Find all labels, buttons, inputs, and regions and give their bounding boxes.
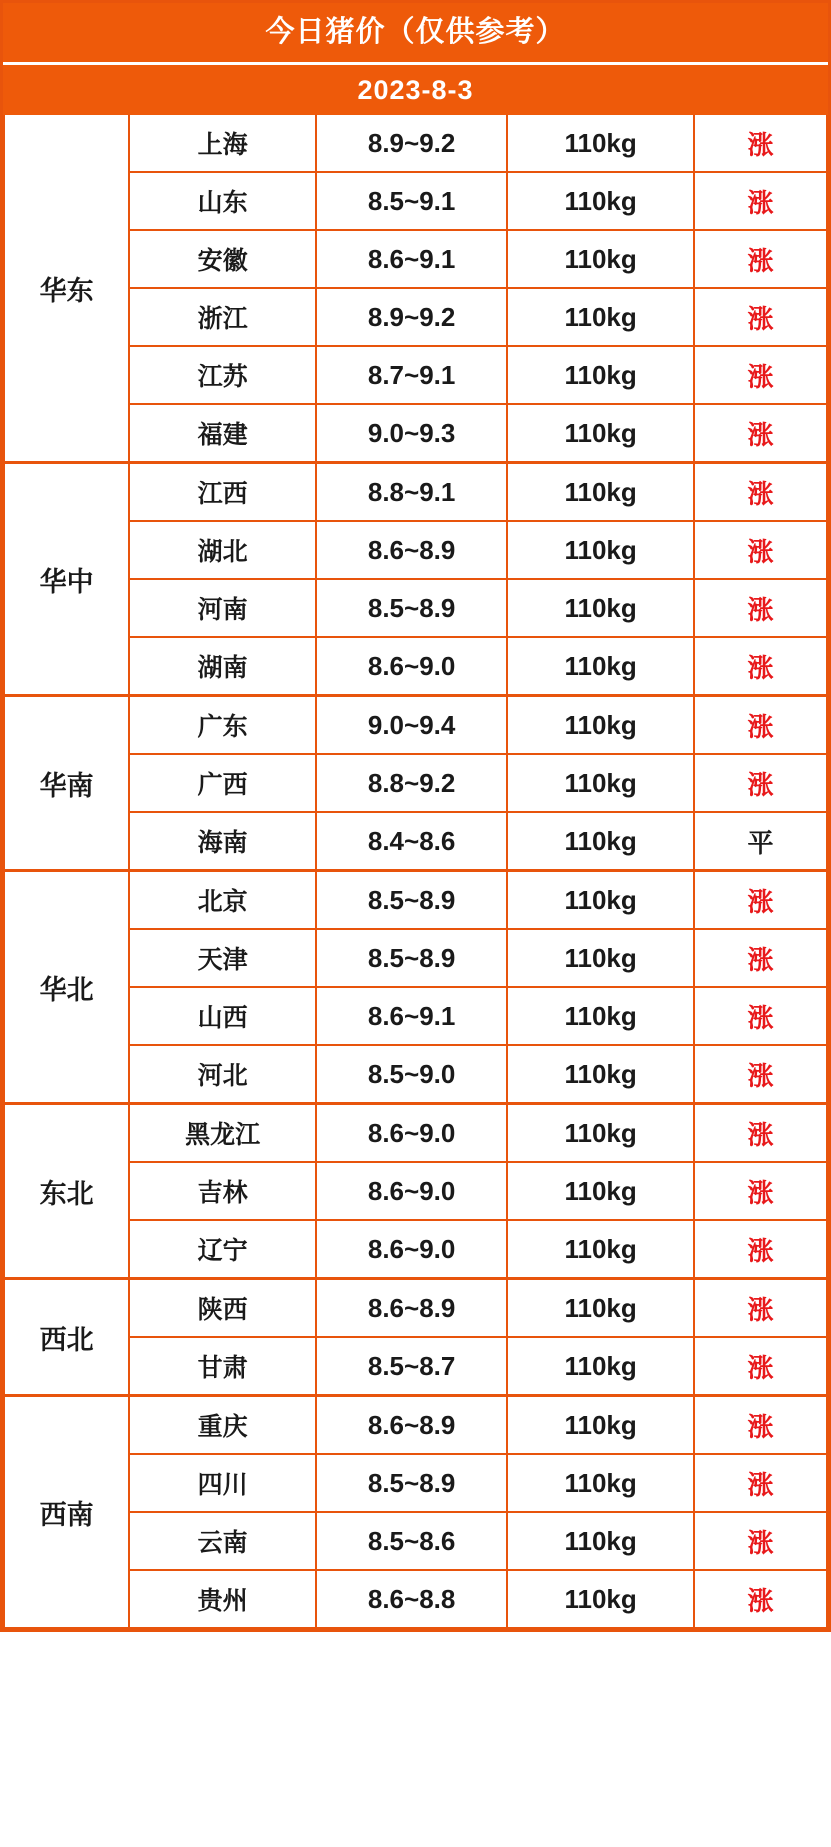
province-cell: 贵州	[129, 1570, 316, 1628]
trend-cell: 涨	[694, 1570, 827, 1628]
trend-cell: 涨	[694, 521, 827, 579]
trend-cell: 涨	[694, 579, 827, 637]
province-cell: 广东	[129, 696, 316, 755]
region-cell: 华南	[4, 696, 129, 871]
table-row	[4, 115, 827, 172]
price-cell: 8.6~9.0	[316, 1162, 507, 1220]
price-cell: 8.5~8.9	[316, 579, 507, 637]
price-cell: 8.6~8.9	[316, 1279, 507, 1338]
trend-cell: 涨	[694, 1512, 827, 1570]
table-row	[4, 463, 827, 522]
province-cell: 山西	[129, 987, 316, 1045]
province-cell: 安徽	[129, 230, 316, 288]
province-cell: 天津	[129, 929, 316, 987]
weight-cell: 110kg	[507, 1220, 694, 1279]
weight-cell: 110kg	[507, 230, 694, 288]
page-title: 今日猪价（仅供参考）	[3, 3, 828, 62]
province-cell: 云南	[129, 1512, 316, 1570]
table-row	[4, 1279, 827, 1338]
province-cell: 北京	[129, 871, 316, 930]
price-cell: 9.0~9.4	[316, 696, 507, 755]
price-cell: 8.8~9.1	[316, 463, 507, 522]
province-cell: 江苏	[129, 346, 316, 404]
date-label: 2023-8-3	[3, 62, 828, 115]
weight-cell: 110kg	[507, 288, 694, 346]
trend-cell: 涨	[694, 230, 827, 288]
province-cell: 湖南	[129, 637, 316, 696]
region-cell: 东北	[4, 1104, 129, 1279]
weight-cell: 110kg	[507, 637, 694, 696]
price-cell: 8.6~8.9	[316, 521, 507, 579]
price-cell: 8.5~8.6	[316, 1512, 507, 1570]
region-cell: 西南	[4, 1396, 129, 1629]
price-cell: 9.0~9.3	[316, 404, 507, 463]
weight-cell: 110kg	[507, 1162, 694, 1220]
weight-cell: 110kg	[507, 1454, 694, 1512]
weight-cell: 110kg	[507, 1337, 694, 1396]
weight-cell: 110kg	[507, 812, 694, 871]
trend-cell: 平	[694, 812, 827, 871]
province-cell: 上海	[129, 115, 316, 172]
weight-cell: 110kg	[507, 579, 694, 637]
weight-cell: 110kg	[507, 1279, 694, 1338]
weight-cell: 110kg	[507, 463, 694, 522]
region-cell: 西北	[4, 1279, 129, 1396]
trend-cell: 涨	[694, 288, 827, 346]
province-cell: 浙江	[129, 288, 316, 346]
weight-cell: 110kg	[507, 871, 694, 930]
trend-cell: 涨	[694, 637, 827, 696]
price-cell: 8.5~9.0	[316, 1045, 507, 1104]
trend-cell: 涨	[694, 1396, 827, 1455]
province-cell: 重庆	[129, 1396, 316, 1455]
trend-cell: 涨	[694, 1162, 827, 1220]
weight-cell: 110kg	[507, 172, 694, 230]
price-cell: 8.9~9.2	[316, 288, 507, 346]
trend-cell: 涨	[694, 1337, 827, 1396]
trend-cell: 涨	[694, 929, 827, 987]
price-cell: 8.6~9.0	[316, 1104, 507, 1163]
province-cell: 广西	[129, 754, 316, 812]
price-cell: 8.6~9.1	[316, 230, 507, 288]
trend-cell: 涨	[694, 1279, 827, 1338]
weight-cell: 110kg	[507, 929, 694, 987]
trend-cell: 涨	[694, 1454, 827, 1512]
province-cell: 甘肃	[129, 1337, 316, 1396]
trend-cell: 涨	[694, 1220, 827, 1279]
weight-cell: 110kg	[507, 1396, 694, 1455]
trend-cell: 涨	[694, 1045, 827, 1104]
price-cell: 8.8~9.2	[316, 754, 507, 812]
weight-cell: 110kg	[507, 346, 694, 404]
trend-cell: 涨	[694, 115, 827, 172]
price-cell: 8.5~8.7	[316, 1337, 507, 1396]
province-cell: 福建	[129, 404, 316, 463]
trend-cell: 涨	[694, 404, 827, 463]
trend-cell: 涨	[694, 871, 827, 930]
province-cell: 湖北	[129, 521, 316, 579]
trend-cell: 涨	[694, 696, 827, 755]
weight-cell: 110kg	[507, 987, 694, 1045]
price-cell: 8.6~9.0	[316, 637, 507, 696]
trend-cell: 涨	[694, 1104, 827, 1163]
price-cell: 8.5~8.9	[316, 929, 507, 987]
weight-cell: 110kg	[507, 404, 694, 463]
province-cell: 黑龙江	[129, 1104, 316, 1163]
weight-cell: 110kg	[507, 521, 694, 579]
trend-cell: 涨	[694, 754, 827, 812]
province-cell: 江西	[129, 463, 316, 522]
region-cell: 华中	[4, 463, 129, 696]
price-cell: 8.5~9.1	[316, 172, 507, 230]
province-cell: 河南	[129, 579, 316, 637]
weight-cell: 110kg	[507, 1570, 694, 1628]
trend-cell: 涨	[694, 346, 827, 404]
trend-cell: 涨	[694, 987, 827, 1045]
price-cell: 8.5~8.9	[316, 1454, 507, 1512]
price-table	[3, 115, 828, 1629]
price-cell: 8.6~9.1	[316, 987, 507, 1045]
province-cell: 四川	[129, 1454, 316, 1512]
weight-cell: 110kg	[507, 754, 694, 812]
price-cell: 8.6~8.8	[316, 1570, 507, 1628]
price-cell: 8.6~9.0	[316, 1220, 507, 1279]
price-cell: 8.7~9.1	[316, 346, 507, 404]
region-cell: 华北	[4, 871, 129, 1104]
table-row	[4, 871, 827, 930]
trend-cell: 涨	[694, 463, 827, 522]
price-table-body	[4, 115, 827, 1628]
province-cell: 陕西	[129, 1279, 316, 1338]
province-cell: 辽宁	[129, 1220, 316, 1279]
province-cell: 山东	[129, 172, 316, 230]
price-cell: 8.9~9.2	[316, 115, 507, 172]
weight-cell: 110kg	[507, 696, 694, 755]
weight-cell: 110kg	[507, 1104, 694, 1163]
table-row	[4, 1104, 827, 1163]
weight-cell: 110kg	[507, 1512, 694, 1570]
trend-cell: 涨	[694, 172, 827, 230]
price-cell: 8.5~8.9	[316, 871, 507, 930]
table-row	[4, 696, 827, 755]
province-cell: 海南	[129, 812, 316, 871]
price-cell: 8.4~8.6	[316, 812, 507, 871]
province-cell: 河北	[129, 1045, 316, 1104]
price-cell: 8.6~8.9	[316, 1396, 507, 1455]
weight-cell: 110kg	[507, 1045, 694, 1104]
table-row	[4, 1396, 827, 1455]
region-cell: 华东	[4, 115, 129, 463]
weight-cell: 110kg	[507, 115, 694, 172]
province-cell: 吉林	[129, 1162, 316, 1220]
